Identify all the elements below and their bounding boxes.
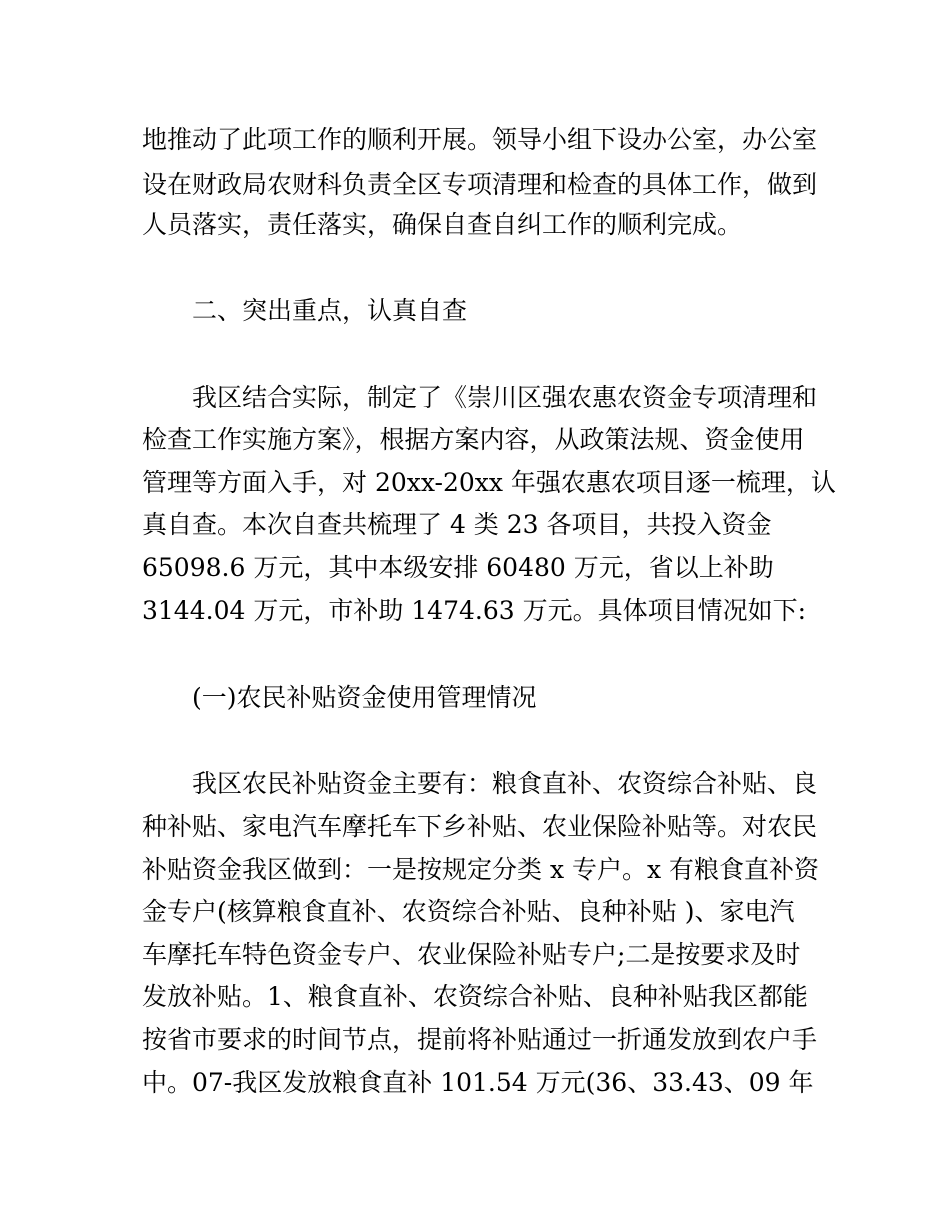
paragraph-line: 补贴资金我区做到：一是按规定分类 x 专户。x 有粮食直补资 — [142, 855, 820, 884]
paragraph-line: 真自查。本次自查共梳理了 4 类 23 各项目，共投入资金 — [142, 510, 772, 539]
paragraph-line: 我区农民补贴资金主要有：粮食直补、农资综合补贴、良 — [192, 769, 818, 798]
paragraph-line: 种补贴、家电汽车摩托车下乡补贴、农业保险补贴等。对农民 — [142, 812, 818, 841]
paragraph-line: 金专户(核算粮食直补、农资综合补贴、良种补贴 )、家电汽 — [142, 897, 795, 926]
paragraph-line: 设在财政局农财科负责全区专项清理和检查的具体工作，做到 — [142, 170, 818, 199]
paragraph-line: 车摩托车特色资金专户、农业保险补贴专户;二是按要求及时 — [142, 940, 801, 969]
paragraph-line: 人员落实，责任落实，确保自查自纠工作的顺利完成。 — [142, 210, 743, 239]
paragraph-line: 我区结合实际，制定了《崇川区强农惠农资金专项清理和 — [192, 383, 818, 412]
paragraph-line: 按省市要求的时间节点，提前将补贴通过一折通发放到农户手 — [142, 1025, 818, 1054]
paragraph-line: 中。07-我区发放粮食直补 101.54 万元(36、33.43、09 年 — [142, 1068, 814, 1097]
paragraph-line: 发放补贴。1、粮食直补、农资综合补贴、良种补贴我区都能 — [142, 982, 808, 1011]
paragraph-line: 地推动了此项工作的顺利开展。领导小组下设办公室，办公室 — [142, 125, 818, 154]
paragraph-line: 65098.6 万元，其中本级安排 60480 万元，省以上补助 — [142, 553, 774, 582]
section-heading: 二、突出重点，认真自查 — [192, 296, 468, 325]
subsection-heading: (一)农民补贴资金使用管理情况 — [192, 683, 537, 712]
paragraph-line: 管理等方面入手，对 20xx-20xx 年强农惠农项目逐一梳理，认 — [142, 468, 836, 497]
paragraph-line: 检查工作实施方案》，根据方案内容，从政策法规、资金使用 — [142, 425, 805, 454]
paragraph-line: 3144.04 万元，市补助 1474.63 万元。具体项目情况如下: — [142, 596, 807, 625]
